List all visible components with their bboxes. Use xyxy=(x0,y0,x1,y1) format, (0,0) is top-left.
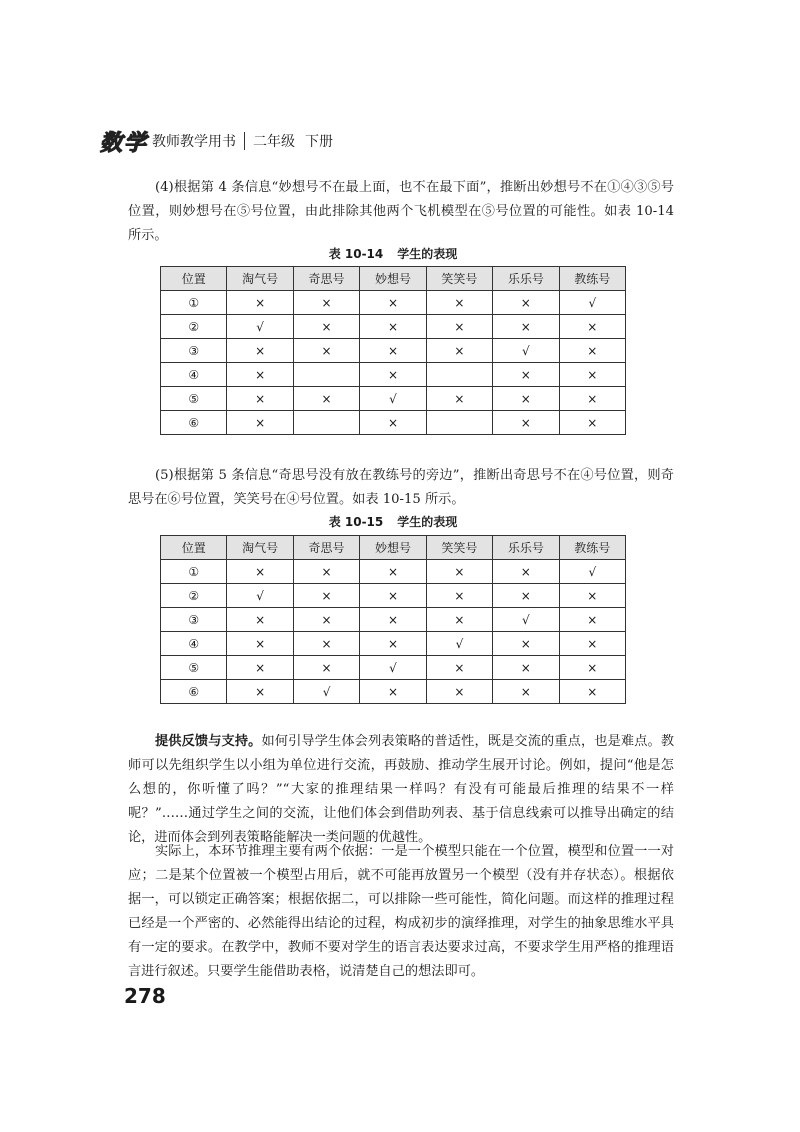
mark-cell: × xyxy=(426,584,492,608)
mark-cell: × xyxy=(493,315,559,339)
mark-cell: × xyxy=(426,560,492,584)
table-row xyxy=(161,411,626,435)
position-cell: ⑤ xyxy=(161,387,227,411)
position-cell: ③ xyxy=(161,339,227,363)
mark-cell: √ xyxy=(493,339,559,363)
table-row xyxy=(161,680,626,704)
mark-cell: × xyxy=(493,387,559,411)
table-header-row xyxy=(161,267,626,291)
mark-cell: × xyxy=(293,291,359,315)
mark-cell: × xyxy=(293,339,359,363)
table-row xyxy=(161,387,626,411)
table-10-15 xyxy=(160,535,626,704)
table-row xyxy=(161,608,626,632)
mark-cell: × xyxy=(360,560,426,584)
mark-cell: × xyxy=(293,387,359,411)
mark-cell: × xyxy=(426,339,492,363)
position-cell: ② xyxy=(161,315,227,339)
mark-cell: √ xyxy=(493,608,559,632)
mark-cell: × xyxy=(227,363,293,387)
table-row xyxy=(161,632,626,656)
mark-cell: × xyxy=(227,339,293,363)
mark-cell: × xyxy=(227,291,293,315)
table-caption-10-14 xyxy=(160,245,626,262)
table-row xyxy=(161,656,626,680)
mark-cell: × xyxy=(559,632,625,656)
mark-cell: × xyxy=(227,632,293,656)
table-row xyxy=(161,584,626,608)
feedback-lead: 提供反馈与支持。 xyxy=(155,734,262,749)
mark-cell: × xyxy=(426,387,492,411)
mark-cell: × xyxy=(360,411,426,435)
mark-cell: × xyxy=(360,632,426,656)
table-10-14 xyxy=(160,266,626,435)
position-cell: ① xyxy=(161,291,227,315)
mark-cell: × xyxy=(559,411,625,435)
table-header-row xyxy=(161,536,626,560)
mark-cell: × xyxy=(559,339,625,363)
table-row xyxy=(161,315,626,339)
mark-cell: × xyxy=(493,411,559,435)
book-volume: 下册 xyxy=(305,134,334,150)
mark-cell: × xyxy=(493,632,559,656)
mark-cell: × xyxy=(559,315,625,339)
mark-cell: × xyxy=(293,584,359,608)
running-header xyxy=(100,128,333,154)
column-header: 位置 xyxy=(161,267,227,291)
position-cell: ⑥ xyxy=(161,680,227,704)
table-row xyxy=(161,291,626,315)
mark-cell xyxy=(293,363,359,387)
column-header: 笑笑号 xyxy=(426,536,492,560)
mark-cell: × xyxy=(227,560,293,584)
mark-cell: × xyxy=(227,608,293,632)
column-header: 笑笑号 xyxy=(426,267,492,291)
mark-cell: × xyxy=(360,680,426,704)
paragraph-reasoning-basis: 实际上，本环节推理主要有两个依据：一是一个模型只能在一个位置，模型和位置一一对应；二是某个位置被一个模型占用后，就不可能再放置另一个模型（没有并存状态）。根据依据一，可以锁定正确答案；根据依据二，可以排除一些可能性，简化问题。而这样的推理过程已经是一个严密的、必然能得出结论的过程，构成初步的演绎推理，对学生的抽象思维水平具有一定的要求。在教学中，教师不要对学生的语言表达要求过高，不要求学生用严格的推理语言进行叙述。只要学生能借助表格，说清楚自己的想法即可。 xyxy=(128,844,674,979)
mark-cell: × xyxy=(293,560,359,584)
mark-cell: × xyxy=(360,291,426,315)
mark-cell: × xyxy=(559,387,625,411)
column-header: 位置 xyxy=(161,536,227,560)
mark-cell: × xyxy=(227,411,293,435)
mark-cell: √ xyxy=(360,387,426,411)
mark-cell: × xyxy=(360,584,426,608)
paragraph-step-5: (5)根据第 5 条信息“奇思号没有放在教练号的旁边”，推断出奇思号不在④号位置，则奇思号在⑥号位置，笑笑号在④号位置。如表 10-15 所示。 xyxy=(128,468,674,507)
column-header: 淘气号 xyxy=(227,267,293,291)
column-header: 妙想号 xyxy=(360,536,426,560)
mark-cell: × xyxy=(227,387,293,411)
position-cell: ③ xyxy=(161,608,227,632)
mark-cell: × xyxy=(293,656,359,680)
mark-cell: × xyxy=(293,315,359,339)
mark-cell xyxy=(426,363,492,387)
table-caption-10-15 xyxy=(160,513,626,530)
mark-cell: × xyxy=(426,291,492,315)
mark-cell: × xyxy=(360,363,426,387)
mark-cell: × xyxy=(559,608,625,632)
book-title: 教师教学用书 xyxy=(152,134,237,150)
mark-cell: × xyxy=(227,680,293,704)
position-cell: ⑤ xyxy=(161,656,227,680)
mark-cell: √ xyxy=(559,291,625,315)
paragraph-feedback xyxy=(128,730,674,850)
mark-cell: × xyxy=(559,584,625,608)
paragraph-step-4: (4)根据第 4 条信息“妙想号不在最上面，也不在最下面”，推断出妙想号不在①④③⑤号位置，则妙想号在⑤号位置，由此排除其他两个飞机模型在⑤号位置的可能性。如表 10-14 所示。 xyxy=(128,180,674,243)
table-row xyxy=(161,363,626,387)
mark-cell: × xyxy=(493,680,559,704)
mark-cell xyxy=(293,411,359,435)
mark-cell: × xyxy=(227,656,293,680)
mark-cell: × xyxy=(426,656,492,680)
position-cell: ④ xyxy=(161,363,227,387)
feedback-body: 如何引导学生体会列表策略的普适性，既是交流的重点，也是难点。教师可以先组织学生以小组为单位进行交流，再鼓励、推动学生展开讨论。例如，提问“他是怎么想的，你听懂了吗？”“大家的推理结果一样吗？有没有可能最后推理的结果不一样呢？”……通过学生之间的交流，让他们体会到借助列表、基于信息线索可以推导出确定的结论，进而体会到列表策略能解决一类问题的优越性。 xyxy=(128,734,675,845)
position-cell: ④ xyxy=(161,632,227,656)
mark-cell: × xyxy=(493,560,559,584)
column-header: 妙想号 xyxy=(360,267,426,291)
mark-cell: × xyxy=(360,339,426,363)
mark-cell: × xyxy=(559,656,625,680)
mark-cell: √ xyxy=(227,584,293,608)
position-cell: ⑥ xyxy=(161,411,227,435)
mark-cell: × xyxy=(293,608,359,632)
page-number: 278 xyxy=(124,984,166,1008)
mark-cell: √ xyxy=(293,680,359,704)
mark-cell: √ xyxy=(559,560,625,584)
mark-cell: × xyxy=(426,315,492,339)
mark-cell: √ xyxy=(426,632,492,656)
mark-cell: × xyxy=(493,291,559,315)
table-number: 表 10-14 xyxy=(328,247,384,261)
mark-cell: √ xyxy=(227,315,293,339)
position-cell: ② xyxy=(161,584,227,608)
mark-cell: × xyxy=(293,632,359,656)
mark-cell: × xyxy=(426,680,492,704)
mark-cell xyxy=(426,411,492,435)
column-header: 淘气号 xyxy=(227,536,293,560)
table-row xyxy=(161,339,626,363)
brand-logo: 数学 xyxy=(100,130,149,156)
table-title: 学生的表现 xyxy=(397,247,458,261)
column-header: 奇思号 xyxy=(293,536,359,560)
mark-cell: √ xyxy=(360,656,426,680)
header-divider xyxy=(244,132,245,150)
column-header: 奇思号 xyxy=(293,267,359,291)
table-number: 表 10-15 xyxy=(328,515,384,529)
column-header: 教练号 xyxy=(559,536,625,560)
mark-cell: × xyxy=(360,315,426,339)
table-row xyxy=(161,560,626,584)
position-cell: ① xyxy=(161,560,227,584)
column-header: 乐乐号 xyxy=(493,536,559,560)
mark-cell: × xyxy=(493,363,559,387)
column-header: 教练号 xyxy=(559,267,625,291)
mark-cell: × xyxy=(559,363,625,387)
mark-cell: × xyxy=(493,584,559,608)
mark-cell: × xyxy=(559,680,625,704)
mark-cell: × xyxy=(493,656,559,680)
mark-cell: × xyxy=(360,608,426,632)
book-grade: 二年级 xyxy=(253,134,296,150)
table-title: 学生的表现 xyxy=(397,515,458,529)
mark-cell: × xyxy=(426,608,492,632)
column-header: 乐乐号 xyxy=(493,267,559,291)
